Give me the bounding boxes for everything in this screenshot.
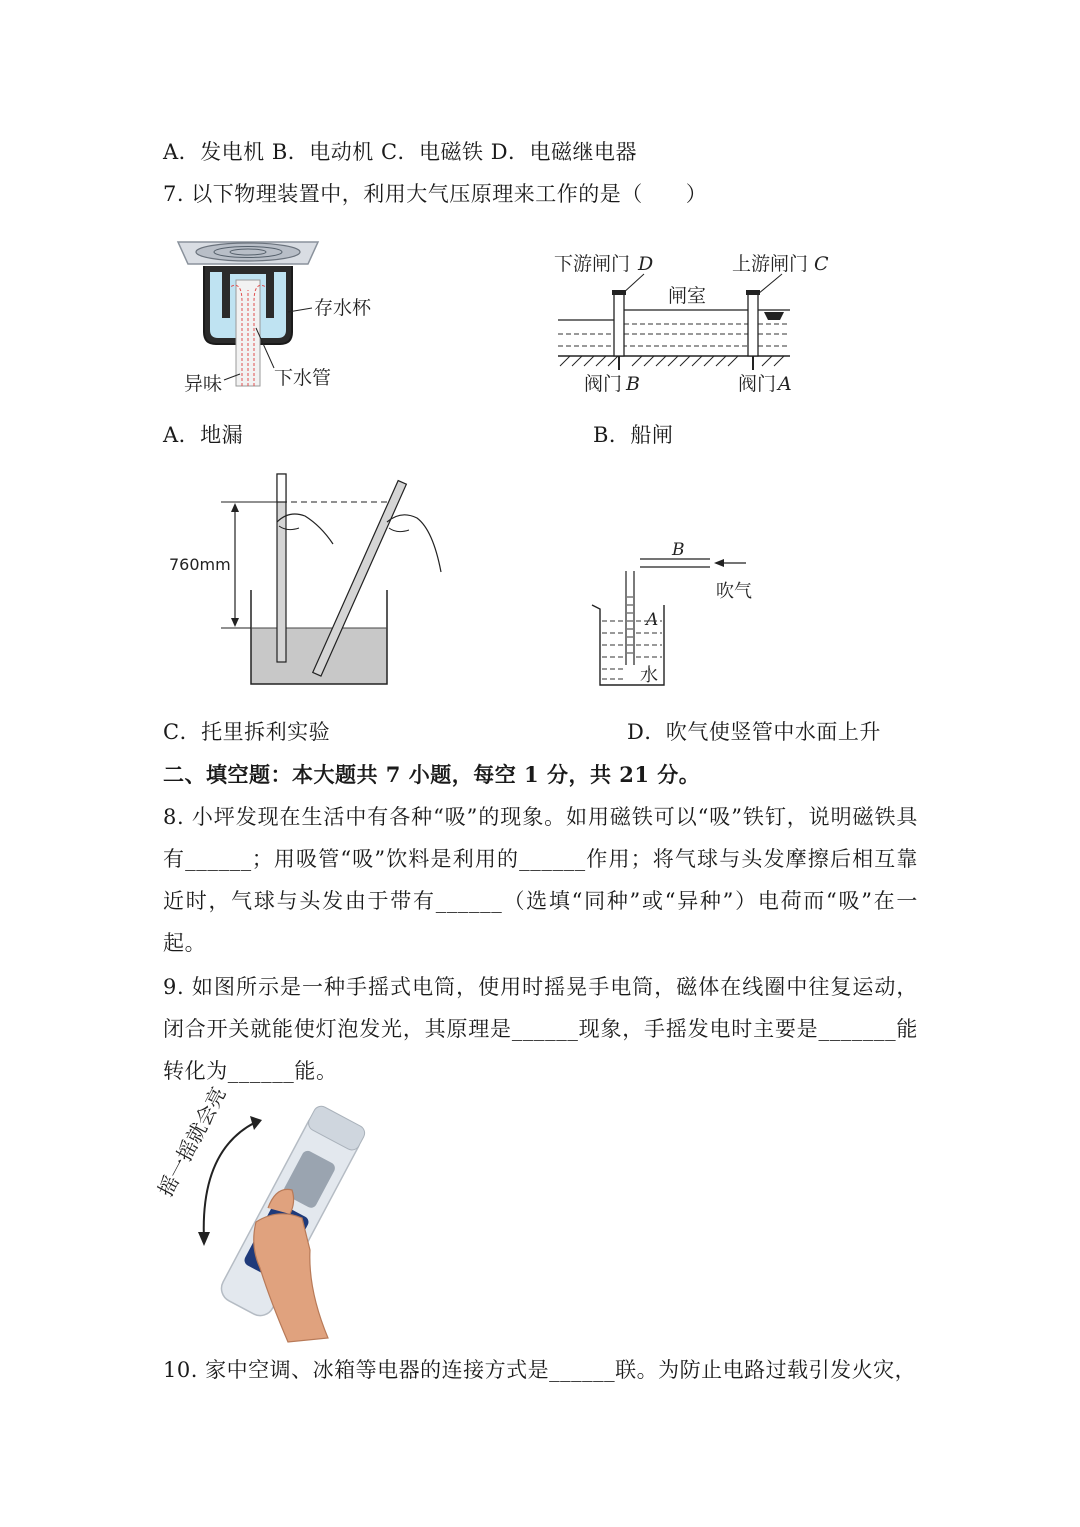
figure-torricelli [165, 470, 455, 695]
q7-option-a: A．地漏 [163, 423, 244, 447]
label-valve-b: 阀门 [584, 373, 623, 395]
label-cup: 存水杯 [314, 297, 372, 319]
q8-text: 8. 小坪发现在生活中有各种“吸”的现象。如用磁铁可以“吸”铁钉，说明磁铁具有______；用吸管“吸”饮料是利用的______作用；将气球与头发摩擦后相互靠近时，气球与头发由于带有______（选填“同种”或“异种”）电荷而“吸”在一起。 [163, 805, 918, 955]
label-b: B [672, 540, 685, 560]
label-valve-a: 阀门 [738, 373, 777, 395]
label-valve-a-letter: A [778, 373, 792, 395]
label-valve-b-letter: B [626, 373, 640, 395]
label-down-gate: 下游闸门 [554, 253, 631, 275]
label-odor: 异味 [184, 373, 223, 395]
label-down-letter: D [638, 253, 654, 275]
q7-option-b: B．船闸 [593, 423, 674, 447]
label-height: 760mm [169, 555, 231, 574]
label-up-gate: 上游闸门 [732, 253, 809, 275]
label-up-letter: C [814, 253, 829, 275]
q9-text: 9. 如图所示是一种手摇式电筒，使用时摇晃手电筒，磁体在线圈中往复运动，闭合开关就能使灯泡发光，其原理是______现象，手摇发电时主要是_______能转化为______能。 [163, 975, 918, 1083]
label-blow: 吹气 [716, 581, 752, 602]
q7-option-c: C．托里拆利实验 [163, 720, 331, 744]
label-pipe: 下水管 [274, 367, 332, 389]
label-shake: 摇一摇就会亮 [153, 1083, 231, 1201]
label-chamber: 闸室 [668, 285, 707, 307]
q10-text: 10. 家中空调、冰箱等电器的连接方式是______联。为防止电路过载引发火灾， [163, 1358, 917, 1382]
q7-option-d: D．吹气使竖管中水面上升 [627, 720, 881, 744]
figure-ship-lock [552, 248, 829, 398]
section-heading: 二、填空题：本大题共 7 小题，每空 1 分，共 21 分。 [163, 762, 701, 787]
figure-shake-flashlight [153, 1083, 380, 1345]
figure-floor-drain [170, 232, 380, 402]
q6-options: A．发电机 B．电动机 C．电磁铁 D．电磁继电器 [163, 140, 638, 164]
figure-blow-tube [588, 537, 768, 692]
q7-stem: 7. 以下物理装置中，利用大气压原理来工作的是（ ） [163, 182, 708, 206]
label-water: 水 [640, 665, 658, 686]
label-a: A [646, 610, 659, 630]
